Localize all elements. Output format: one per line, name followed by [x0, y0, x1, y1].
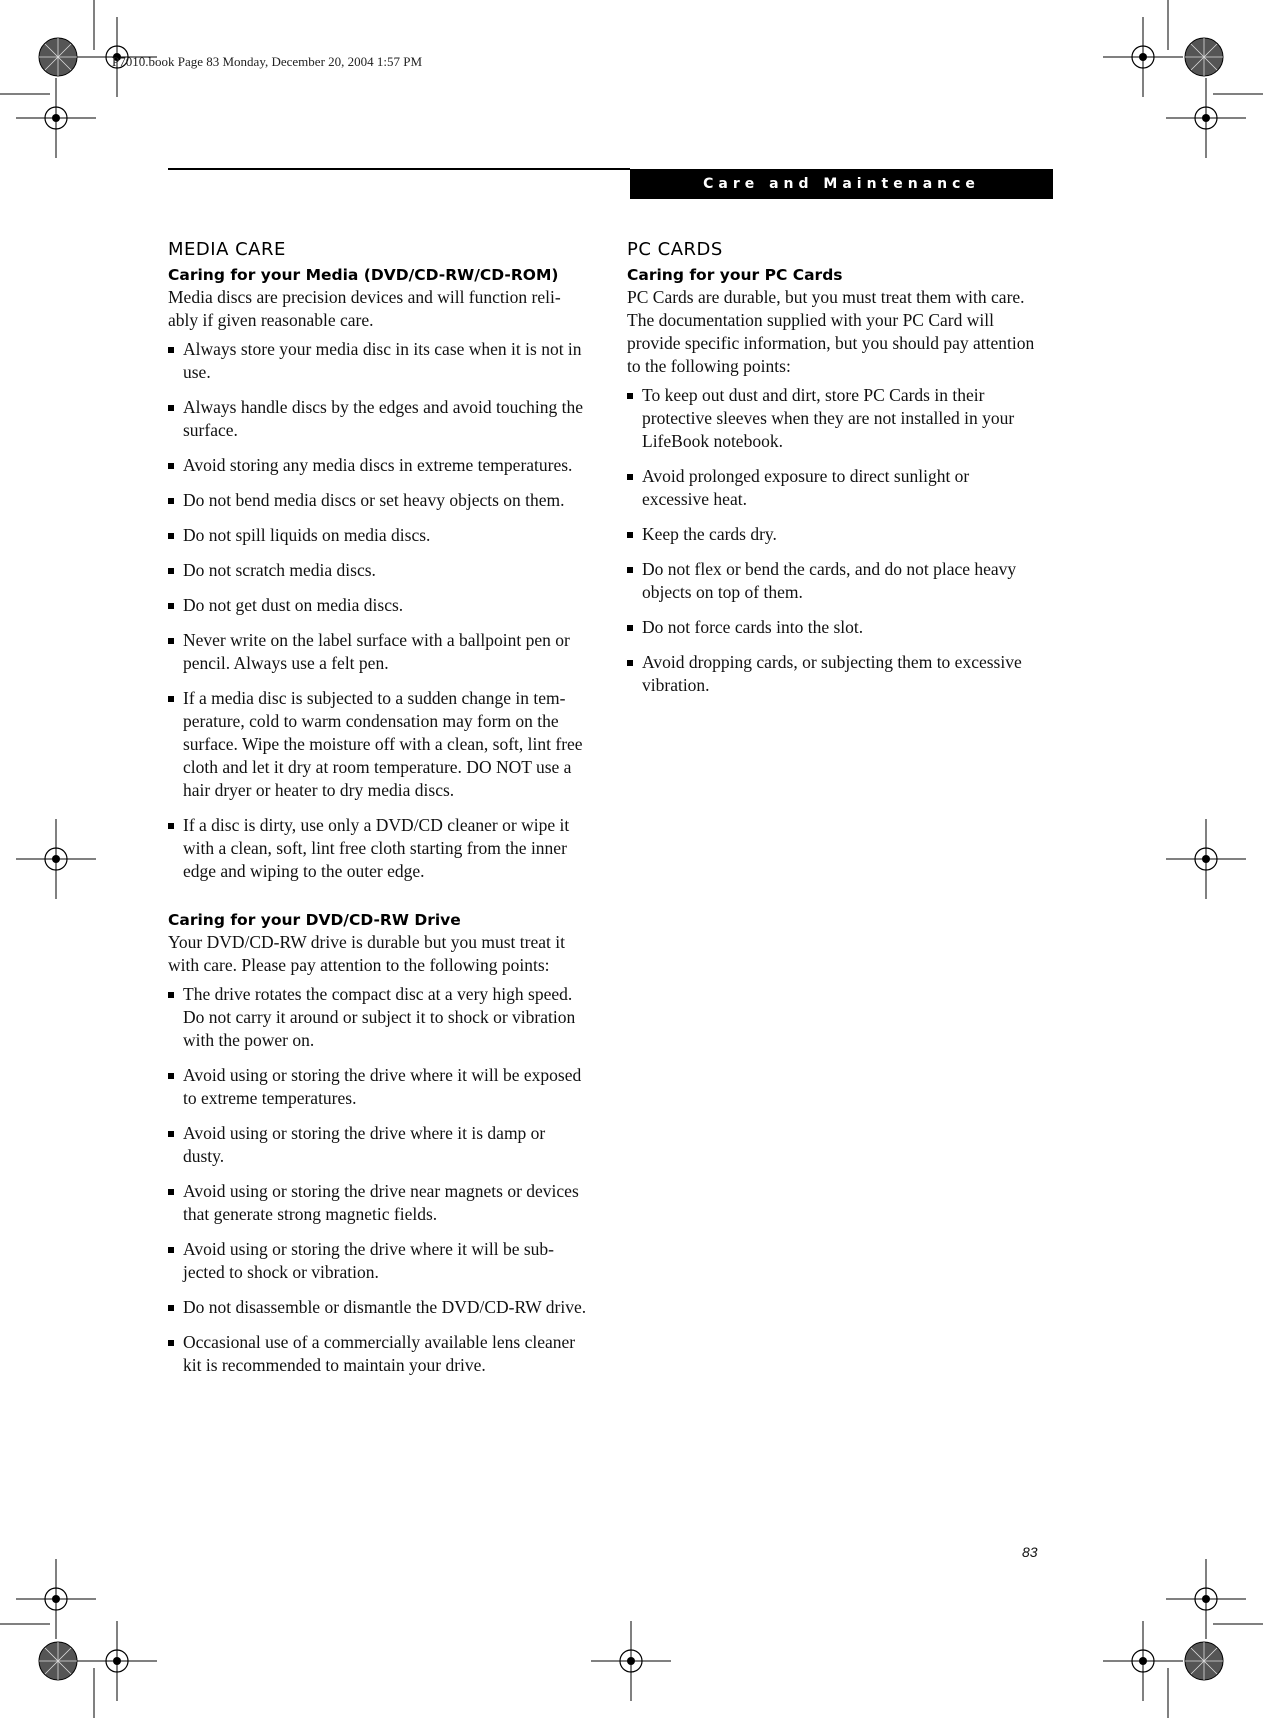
bullet-icon — [168, 1305, 174, 1311]
bullet-icon — [168, 1073, 174, 1079]
list-item: Avoid dropping cards, or subjecting them to excessive vibration. — [627, 651, 1037, 697]
list-item: Do not scratch media discs. — [168, 559, 588, 582]
media-intro: Media discs are precision devices and will function reli-ably if given reasonable care. — [168, 287, 561, 330]
list-item: Do not flex or bend the cards, and do not place heavy objects on top of them. — [627, 558, 1037, 604]
bullet-icon — [168, 1189, 174, 1195]
print-slug: P7010.book Page 83 Monday, December 20, 2004 1:57 PM — [112, 54, 423, 69]
bullet-icon — [168, 498, 174, 504]
bullet-icon — [627, 567, 633, 573]
bullet-icon — [168, 347, 174, 353]
list-item: If a media disc is subjected to a sudden change in tem-perature, cold to warm condensation may form on the surface. Wipe the moisture off with a clean, soft, lint free cloth and let it dry at room temperature. DO NOT use a hair dryer or heater to dry media discs. — [168, 687, 588, 802]
bullet-icon — [168, 696, 174, 702]
list-item: Always handle discs by the edges and avoid touching the surface. — [168, 396, 588, 442]
pc-cards-list — [627, 384, 1037, 697]
bullet-icon — [168, 603, 174, 609]
bullet-icon — [627, 660, 633, 666]
bullet-icon — [168, 533, 174, 539]
drive-subheading: Caring for your DVD/CD-RW Drive — [168, 911, 461, 929]
bullet-icon — [168, 405, 174, 411]
pc-cards-intro: PC Cards are durable, but you must treat them with care. The documentation supplied with your PC Card will provide specific information, but you should pay attention to the following points: — [627, 287, 1035, 376]
list-item: Avoid using or storing the drive near magnets or devices that generate strong magnetic fields. — [168, 1180, 588, 1226]
right-column — [627, 238, 1037, 709]
section-header-bar — [630, 169, 1053, 199]
media-subheading: Caring for your Media (DVD/CD-RW/CD-ROM) — [168, 266, 559, 284]
left-column — [168, 238, 588, 1389]
header-rule — [168, 168, 630, 170]
list-item: Never write on the label surface with a ballpoint pen or pencil. Always use a felt pen. — [168, 629, 588, 675]
bullet-icon — [627, 393, 633, 399]
page-number: 83 — [1022, 1544, 1038, 1560]
bullet-icon — [168, 823, 174, 829]
list-item: Avoid using or storing the drive where it is damp or dusty. — [168, 1122, 588, 1168]
list-item: Do not force cards into the slot. — [627, 616, 1037, 639]
section-title: Care and Maintenance — [703, 176, 980, 192]
drive-intro: Your DVD/CD-RW drive is durable but you must treat it with care. Please pay attention to the following points: — [168, 932, 565, 975]
list-item: Occasional use of a commercially available lens cleaner kit is recommended to maintain your drive. — [168, 1331, 588, 1377]
list-item: Avoid storing any media discs in extreme temperatures. — [168, 454, 588, 477]
bullet-icon — [627, 532, 633, 538]
list-item: If a disc is dirty, use only a DVD/CD cleaner or wipe it with a clean, soft, lint free cloth starting from the inner edge and wiping to the outer edge. — [168, 814, 588, 883]
bullet-icon — [627, 474, 633, 480]
bullet-icon — [168, 638, 174, 644]
bullet-icon — [168, 1131, 174, 1137]
media-care-list — [168, 338, 588, 883]
list-item: To keep out dust and dirt, store PC Cards in their protective sleeves when they are not installed in your LifeBook notebook. — [627, 384, 1037, 453]
list-item: Do not bend media discs or set heavy objects on them. — [168, 489, 588, 512]
list-item: The drive rotates the compact disc at a very high speed. Do not carry it around or subject it to shock or vibration with the power on. — [168, 983, 588, 1052]
bullet-icon — [168, 992, 174, 998]
media-care-heading: MEDIA CARE — [168, 239, 286, 260]
bullet-icon — [168, 1340, 174, 1346]
list-item: Always store your media disc in its case when it is not in use. — [168, 338, 588, 384]
list-item: Do not disassemble or dismantle the DVD/CD-RW drive. — [168, 1296, 588, 1319]
list-item: Keep the cards dry. — [627, 523, 1037, 546]
list-item: Do not get dust on media discs. — [168, 594, 588, 617]
list-item: Avoid using or storing the drive where it will be sub-jected to shock or vibration. — [168, 1238, 588, 1284]
list-item: Do not spill liquids on media discs. — [168, 524, 588, 547]
bullet-icon — [168, 463, 174, 469]
list-item: Avoid using or storing the drive where it will be exposed to extreme temperatures. — [168, 1064, 588, 1110]
list-item: Avoid prolonged exposure to direct sunlight or excessive heat. — [627, 465, 1037, 511]
pc-cards-subheading: Caring for your PC Cards — [627, 266, 843, 284]
pc-cards-heading: PC CARDS — [627, 239, 723, 260]
bullet-icon — [168, 568, 174, 574]
bullet-icon — [168, 1247, 174, 1253]
drive-care-list — [168, 983, 588, 1377]
bullet-icon — [627, 625, 633, 631]
